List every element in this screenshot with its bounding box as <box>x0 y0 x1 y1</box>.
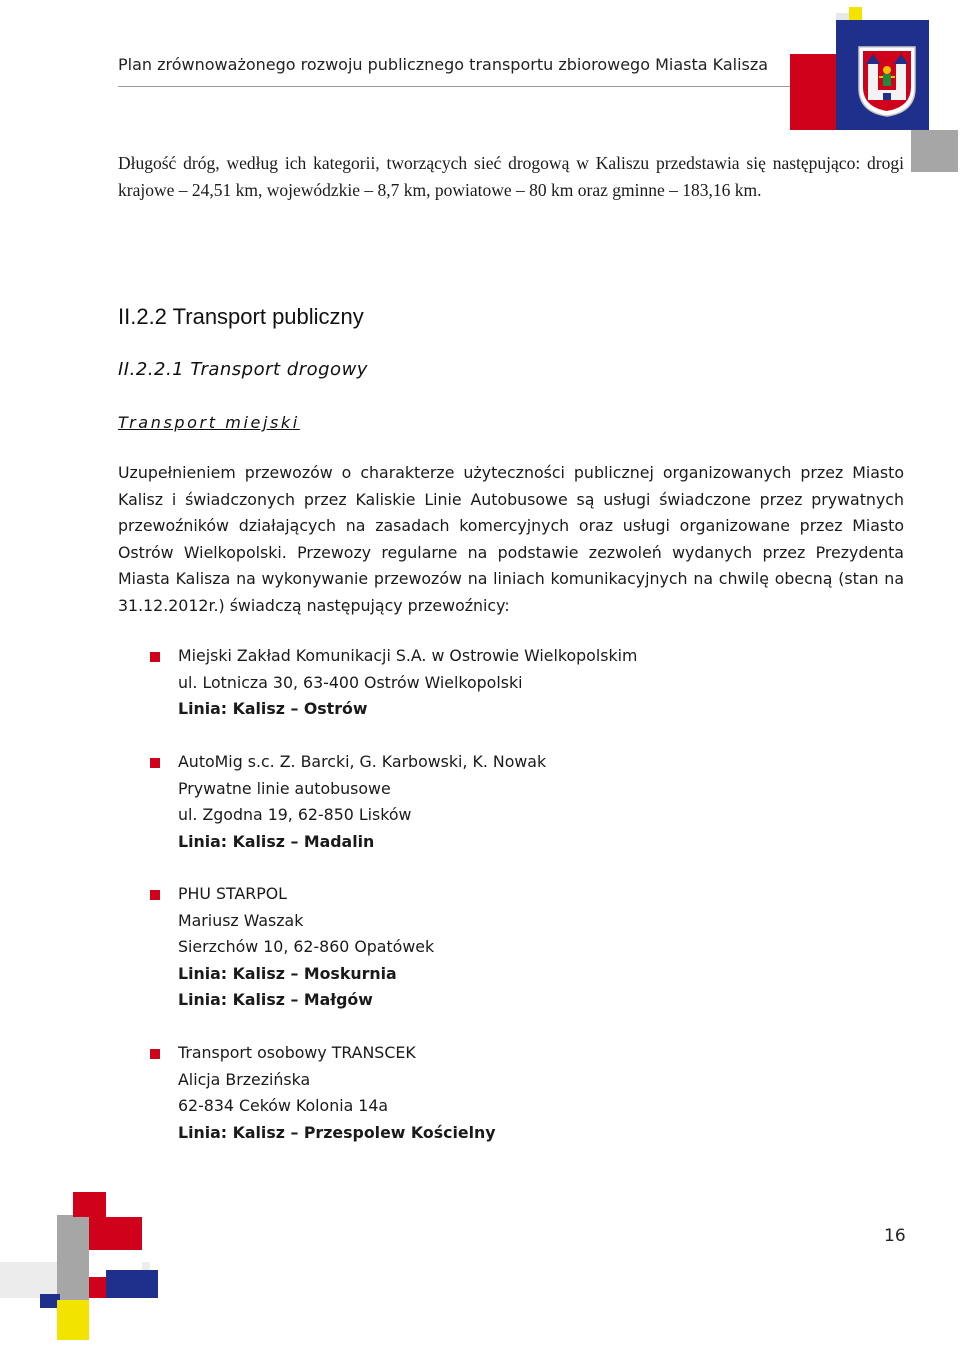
deco-block <box>57 1300 89 1340</box>
operator-address: ul. Zgodna 19, 62-850 Lisków <box>178 805 412 824</box>
bullet-icon <box>150 890 160 900</box>
operator-route: Linia: Kalisz – Moskurnia <box>178 963 397 983</box>
coat-of-arms-icon <box>856 44 918 118</box>
operator-name: AutoMig s.c. Z. Barcki, G. Karbowski, K. Nowak <box>178 752 547 771</box>
bullet-icon <box>150 652 160 662</box>
operator-description: Prywatne linie autobusowe <box>178 778 391 798</box>
deco-block <box>932 46 960 130</box>
deco-block <box>911 130 958 172</box>
body-paragraph <box>118 460 904 619</box>
operator-address: Sierzchów 10, 62-860 Opatówek <box>178 937 435 956</box>
list-item <box>150 881 434 1014</box>
operator-route: Linia: Kalisz – Przespolew Kościelny <box>178 1122 496 1142</box>
intro-paragraph: Długość dróg, według ich kategorii, tworzących sieć drogową w Kaliszu przedstawia się następująco: drogi krajowe – 24,51 km, wojewódzkie – 8,7 km, powiatowe – 80 km oraz gminne – 183,16 km. <box>118 153 904 200</box>
operator-owner: Mariusz Waszak <box>178 910 304 930</box>
operator-name: Miejski Zakład Komunikacji S.A. w Ostrowie Wielkopolskim <box>178 646 638 665</box>
list-item <box>150 749 546 855</box>
subsection-heading: II.2.2.1 Transport drogowy <box>118 359 368 380</box>
page-number: 16 <box>884 1226 906 1246</box>
bullet-icon <box>150 758 160 768</box>
header-divider <box>118 86 790 87</box>
deco-block <box>73 1192 106 1217</box>
operator-address: 62-834 Ceków Kolonia 14a <box>178 1096 389 1115</box>
operator-name: Transport osobowy TRANSCEK <box>178 1043 416 1062</box>
deco-block <box>790 54 836 130</box>
deco-block <box>89 1298 158 1347</box>
list-item <box>150 1040 496 1146</box>
operator-route: Linia: Kalisz – Małgów <box>178 990 373 1009</box>
subsubsection-heading: Transport miejski <box>118 413 300 432</box>
header-title: Plan zrównoważonego rozwoju publicznego transportu zbiorowego Miasta Kalisza <box>118 55 769 74</box>
deco-block <box>106 1270 158 1298</box>
body-paragraph-text: Uzupełnieniem przewozów o charakterze użyteczności publicznej organizowanych przez Miasto Kalisz i świadczonych przez Kaliskie Linie Autobusowe są usługi świadczone przez prywatnych przewoźników działających na zasadach komercyjnych oraz usługi organizowane przez Miasto Ostrów Wielkopolski. Przewozy regularne na podstawie zezwoleń wydanych przez Prezydenta Miasta Kalisza na wykonywanie przewozów na liniach komunikacyjnych na chwilę obecną (stan na 31.12.2012r.) świadczą następujący przewoźnicy: <box>118 463 904 615</box>
operator-address: ul. Lotnicza 30, 63-400 Ostrów Wielkopolski <box>178 672 523 692</box>
deco-block <box>57 1215 89 1300</box>
list-item <box>150 643 637 723</box>
operator-route: Linia: Kalisz – Ostrów <box>178 699 368 718</box>
kalisz-coat-of-arms <box>856 44 918 118</box>
bullet-icon <box>150 1049 160 1059</box>
operator-name: PHU STARPOL <box>178 884 287 903</box>
section-heading: II.2.2 Transport publiczny <box>118 304 364 329</box>
operator-owner: Alicja Brzezińska <box>178 1069 311 1089</box>
operator-route: Linia: Kalisz – Madalin <box>178 831 375 851</box>
deco-block <box>849 7 862 20</box>
